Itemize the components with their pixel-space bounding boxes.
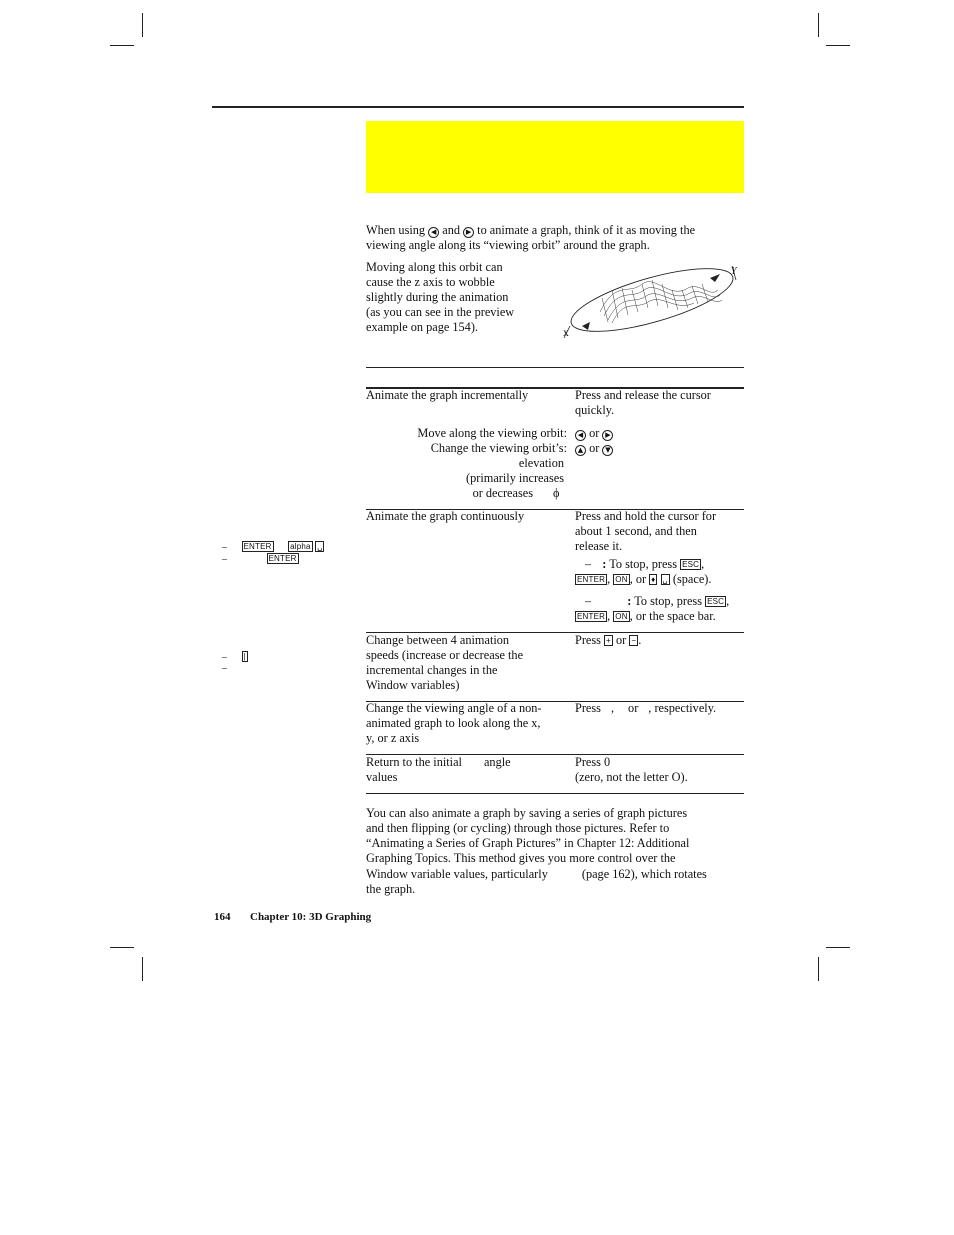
crop-mark xyxy=(110,947,134,948)
row4-task: y, or z axis xyxy=(366,731,420,745)
crop-mark xyxy=(110,45,134,46)
table-bottom-rule xyxy=(366,793,744,794)
row1-action: quickly. xyxy=(575,403,615,417)
closing-paragraph-line: and then flipping (or cycling) through those pictures. Refer to xyxy=(366,821,670,835)
row2-stop-line3: – : To stop, press ESC , xyxy=(585,594,730,608)
plus-key: + xyxy=(606,636,611,645)
right-cursor-icon: ▶ xyxy=(463,227,474,238)
orbit-paragraph-line: cause the z axis to wobble xyxy=(366,275,495,289)
header-rule xyxy=(212,106,744,108)
closing-paragraph-line: the graph. xyxy=(366,882,416,896)
row1-orbit-keys: ◀ or ▶ xyxy=(575,426,613,441)
row3-task: speeds (increase or decrease the xyxy=(366,648,524,662)
row5-task: Return to the initial angle xyxy=(366,755,511,769)
row1-sub-label: Change the viewing orbit’s: xyxy=(430,441,567,455)
enter-key: ENTER xyxy=(577,612,606,621)
closing-paragraph-line: You can also animate a graph by saving a series of graph pictures xyxy=(366,806,688,820)
row1-sub-label: elevation xyxy=(518,456,564,470)
crop-mark xyxy=(818,957,819,981)
enter-key: ENTER xyxy=(243,542,272,551)
left-cursor-icon: ◀ xyxy=(575,430,586,441)
row4-task: Change the viewing angle of a non- xyxy=(366,701,542,715)
row5-action: Press 0 xyxy=(575,755,611,769)
row5-task: values xyxy=(366,770,398,784)
closing-paragraph-line: “Animating a Series of Graph Pictures” in Chapter 12: Additional xyxy=(366,836,690,850)
chapter-title: Chapter 10: 3D Graphing xyxy=(250,911,372,923)
intro-paragraph-line2: viewing angle along its “viewing orbit” around the graph. xyxy=(366,238,650,252)
row1-task: Animate the graph incrementally xyxy=(366,388,529,402)
section-heading-highlight xyxy=(366,121,744,193)
orbit-paragraph-line: Moving along this orbit can xyxy=(366,260,503,274)
diamond-key: ♦ xyxy=(651,575,656,584)
row5-action: (zero, not the letter O). xyxy=(575,770,688,784)
enter-key: ENTER xyxy=(577,575,606,584)
closing-paragraph-line: Window variable values, particularly (page 162), which rotates xyxy=(366,867,707,881)
row4-task: animated graph to look along the x, xyxy=(366,716,541,730)
alpha-key: alpha xyxy=(290,542,311,551)
row3-action: Press + or − . xyxy=(575,633,642,647)
space-key: ␣ xyxy=(662,575,668,584)
row2-action: about 1 second, and then xyxy=(575,524,697,538)
margin-note: – ENTER xyxy=(222,554,297,565)
bar-key: | xyxy=(243,652,246,661)
row2-stop-line2: ENTER , ON , or ♦ ␣ (space). xyxy=(577,572,712,586)
intro-paragraph-line1: When using ◀ and ▶ to animate a graph, think of it as moving the xyxy=(366,223,696,237)
margin-note: – ENTER alpha ␣ xyxy=(222,542,323,553)
on-key: ON xyxy=(615,612,628,621)
row1-sub-label: (primarily increases xyxy=(466,471,564,485)
crop-mark xyxy=(142,957,143,981)
row2-action: Press and hold the cursor for xyxy=(575,509,717,523)
up-cursor-icon: ▲ xyxy=(575,445,586,456)
crop-mark xyxy=(826,45,850,46)
axis-label-x: X xyxy=(563,329,569,338)
down-cursor-icon: ▼ xyxy=(602,445,613,456)
orbit-paragraph-line: (as you can see in the preview xyxy=(366,305,515,319)
left-cursor-icon: ◀ xyxy=(428,227,439,238)
row1-sub-label: or decreases xyxy=(472,486,533,500)
row1-sub-label: Move along the viewing orbit: xyxy=(417,426,567,440)
row2-stop-line1: – : To stop, press ESC , xyxy=(585,557,705,571)
esc-key: ESC xyxy=(707,597,725,606)
table-top-rule xyxy=(366,367,744,368)
crop-mark xyxy=(142,13,143,37)
margin-note: – | xyxy=(222,652,246,663)
crop-mark xyxy=(826,947,850,948)
row2-action: release it. xyxy=(575,539,623,553)
space-key: ␣ xyxy=(317,542,323,551)
row3-task: incremental changes in the xyxy=(366,663,498,677)
orbit-paragraph-line: example on page 154). xyxy=(366,320,478,334)
right-cursor-icon: ▶ xyxy=(602,430,613,441)
row1-elevation-keys: ▲ or ▼ xyxy=(575,441,613,456)
row3-task: Change between 4 animation xyxy=(366,633,510,647)
closing-paragraph-line: Graphing Topics. This method gives you more control over the xyxy=(366,851,676,865)
margin-note: – xyxy=(222,663,227,674)
row2-stop-line4: ENTER , ON , or the space bar. xyxy=(577,609,716,623)
row4-action: Press , or , respectively. xyxy=(575,701,717,715)
row1-action: Press and release the cursor xyxy=(575,388,711,402)
row2-task: Animate the graph continuously xyxy=(366,509,525,523)
row3-task: Window variables) xyxy=(366,678,460,692)
orbit-paragraph-line: slightly during the animation xyxy=(366,290,509,304)
esc-key: ESC xyxy=(682,560,700,569)
on-key: ON xyxy=(615,575,628,584)
enter-key: ENTER xyxy=(268,554,297,563)
page-number: 164 xyxy=(214,911,231,923)
viewing-orbit-figure xyxy=(560,260,746,342)
minus-key: − xyxy=(631,636,637,645)
crop-mark xyxy=(818,13,819,37)
phi-symbol: ϕ xyxy=(553,486,560,500)
axis-label-y: Y xyxy=(731,266,737,277)
